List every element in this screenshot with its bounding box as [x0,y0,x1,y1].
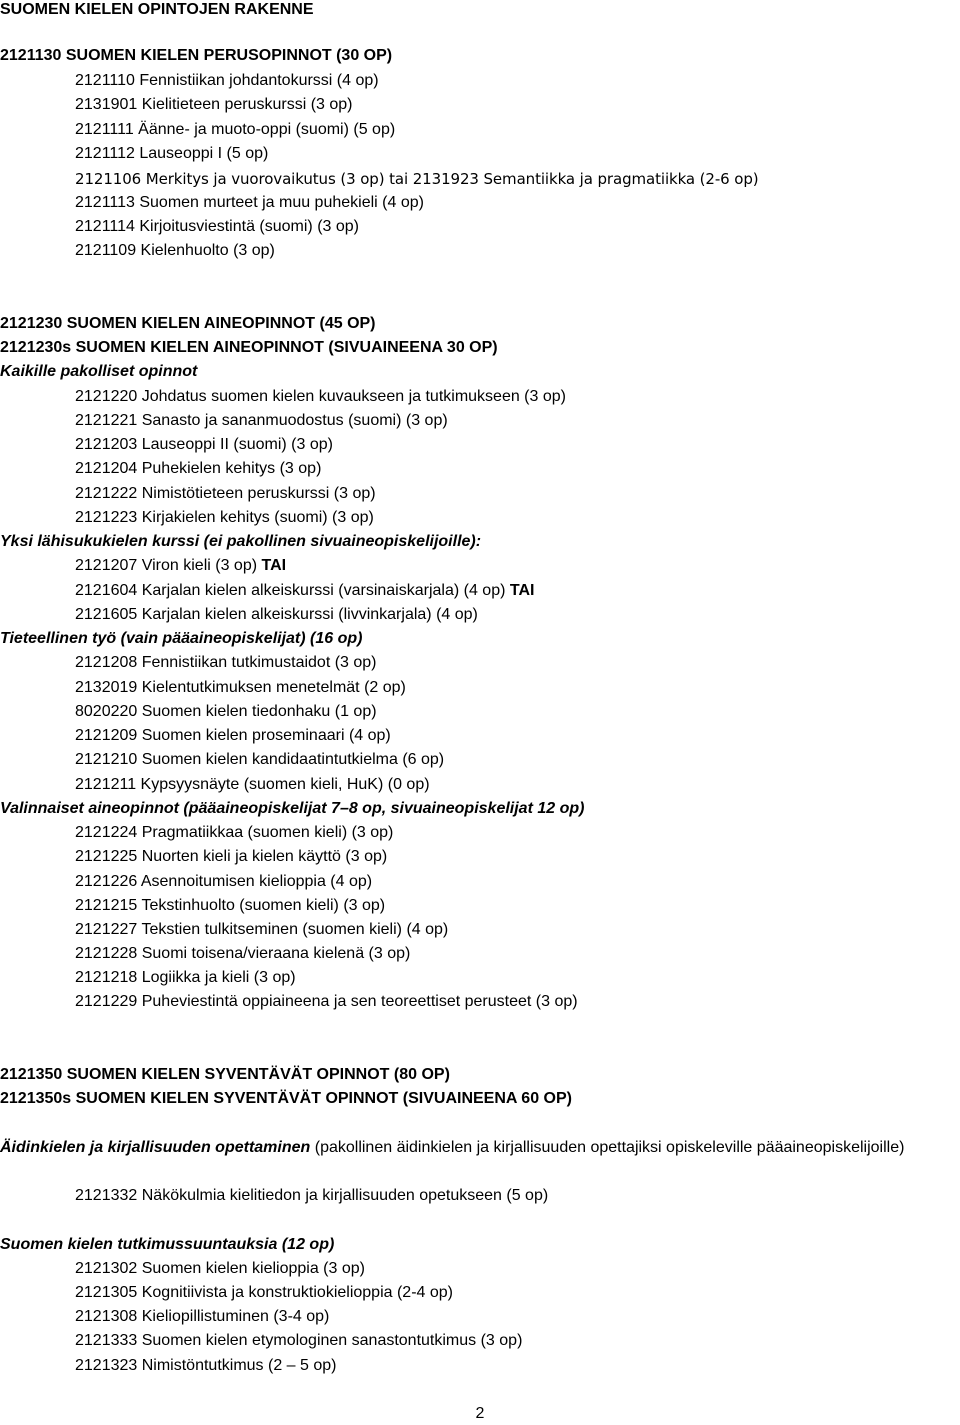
syventavat-heading: 2121350 SUOMEN KIELEN SYVENTÄVÄT OPINNOT (80 OP) [0,1066,450,1083]
course-item: 2121111 Äänne- ja muoto-oppi (suomi) (5 op) [75,121,396,138]
course-item: 2121305 Kognitiivista ja konstruktiokielioppia (2-4 op) [75,1284,453,1301]
course-item: 8020220 Suomen kielen tiedonhaku (1 op) [75,703,377,720]
course-item: 2121203 Lauseoppi II (suomi) (3 op) [75,436,333,453]
tai-label: TAI [509,582,535,599]
group-title: Tieteellinen työ (vain pääaineopiskelijat) (16 op) [0,630,363,647]
course-item: 2121110 Fennistiikan johdantokurssi (4 op) [75,72,379,89]
aineopinnot-sivu-heading: 2121230s SUOMEN KIELEN AINEOPINNOT (SIVUAINEENA 30 OP) [0,339,498,356]
course-item: 2121204 Puhekielen kehitys (3 op) [75,460,322,477]
course-item: 2121218 Logiikka ja kieli (3 op) [75,969,296,986]
course-item: 2121302 Suomen kielen kielioppia (3 op) [75,1260,365,1277]
paragraph-title: Äidinkielen ja kirjallisuuden opettaminen [0,1139,311,1156]
course-item: 2121225 Nuorten kieli ja kielen käyttö (3 op) [75,848,388,865]
course-item: 2121114 Kirjoitusviestintä (suomi) (3 op) [75,218,359,235]
page-number: 2 [475,1405,485,1422]
course-item: 2121227 Tekstien tulkitseminen (suomen kieli) (4 op) [75,921,449,938]
course-item: 2121229 Puheviestintä oppiaineena ja sen teoreettiset perusteet (3 op) [75,993,578,1010]
aineopinnot-heading: 2121230 SUOMEN KIELEN AINEOPINNOT (45 OP) [0,315,376,332]
course-item: 2131901 Kielitieteen peruskurssi (3 op) [75,96,353,113]
course-item: 2132019 Kielentutkimuksen menetelmät (2 op) [75,679,406,696]
course-item: 2121106 Merkitys ja vuorovaikutus (3 op) tai 2131923 Semantiikka ja pragmatiikka (2-6 op) [75,170,759,188]
course-item: 2121308 Kieliopillistuminen (3-4 op) [75,1308,330,1325]
page-title: SUOMEN KIELEN OPINTOJEN RAKENNE [0,1,314,18]
group-title: Kaikille pakolliset opinnot [0,363,198,380]
course-item: 2121113 Suomen murteet ja muu puhekieli (4 op) [75,194,424,211]
paragraph-text: (pakollinen äidinkielen ja kirjallisuuden opettajiksi opiskeleville pääaineopiskelijoille) [310,1139,905,1156]
course-item: 2121209 Suomen kielen proseminaari (4 op) [75,727,391,744]
course-item: 2121221 Sanasto ja sananmuodostus (suomi) (3 op) [75,412,448,429]
opettaminen-paragraph [0,1136,958,1160]
perusopinnot-heading: 2121130 SUOMEN KIELEN PERUSOPINNOT (30 OP) [0,47,393,64]
course-item: 2121208 Fennistiikan tutkimustaidot (3 op) [75,654,377,671]
course-text: 2121207 Viron kieli (3 op) [75,557,258,574]
course-text: 2121604 Karjalan kielen alkeiskurssi (varsinaiskarjala) (4 op) [75,582,506,599]
group-title: Yksi lähisukukielen kurssi (ei pakollinen sivuaineopiskelijoille): [0,533,482,550]
course-item: 2121215 Tekstinhuolto (suomen kieli) (3 op) [75,897,386,914]
course-item: 2121220 Johdatus suomen kielen kuvaukseen ja tutkimukseen (3 op) [75,388,566,405]
course-item: 2121109 Kielenhuolto (3 op) [75,242,275,259]
course-item: 2121333 Suomen kielen etymologinen sanastontutkimus (3 op) [75,1332,523,1349]
course-item: 2121222 Nimistötieteen peruskurssi (3 op) [75,485,376,502]
syventavat-sivu-heading: 2121350s SUOMEN KIELEN SYVENTÄVÄT OPINNOT (SIVUAINEENA 60 OP) [0,1090,572,1107]
course-item: 2121210 Suomen kielen kandidaatintutkielma (6 op) [75,751,445,768]
course-item: 2121323 Nimistöntutkimus (2 – 5 op) [75,1357,337,1374]
course-item: 2121223 Kirjakielen kehitys (suomi) (3 op) [75,509,374,526]
group-title: Suomen kielen tutkimussuuntauksia (12 op) [0,1236,335,1253]
course-item: 2121112 Lauseoppi I (5 op) [75,145,269,162]
course-item [75,605,478,625]
course-item: 2121211 Kypsyysnäyte (suomen kieli, HuK) (0 op) [75,776,430,793]
course-item: 2121226 Asennoitumisen kielioppia (4 op) [75,873,373,890]
course-item [75,556,286,576]
course-item [75,581,534,601]
course-text: 2121605 Karjalan kielen alkeiskurssi (livvinkarjala) (4 op) [75,606,478,623]
course-item: 2121224 Pragmatiikkaa (suomen kieli) (3 op) [75,824,394,841]
group-title: Valinnaiset aineopinnot (pääaineopiskelijat 7–8 op, sivuaineopiskelijat 12 op) [0,800,585,817]
tai-label: TAI [261,557,287,574]
course-item: 2121332 Näkökulmia kielitiedon ja kirjallisuuden opetukseen (5 op) [75,1187,549,1204]
course-item: 2121228 Suomi toisena/vieraana kielenä (3 op) [75,945,411,962]
